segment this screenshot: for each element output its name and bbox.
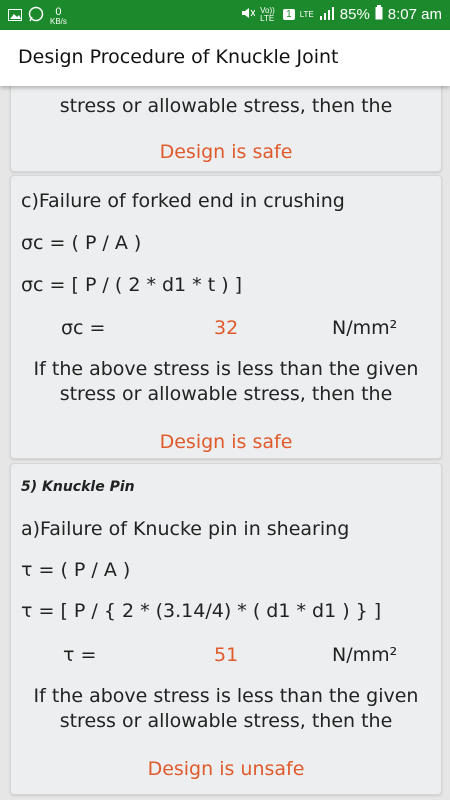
status-bar-right <box>241 5 442 24</box>
card-forked-end-crushing <box>10 175 442 459</box>
section-title: 5) Knuckle Pin <box>21 479 135 495</box>
whatsapp-icon <box>28 6 44 27</box>
content-scroll[interactable] <box>0 86 450 800</box>
formula-line-1: σc = ( P / A ) <box>21 232 142 254</box>
formula-line-2: σc = [ P / ( 2 * d1 * t ) ] <box>21 274 243 296</box>
app-bar <box>0 30 450 86</box>
net-speed <box>50 7 67 26</box>
condition-line-2: stress or allowable stress, then the <box>59 710 393 732</box>
condition-line-1: If the above stress is less than the given <box>33 358 419 380</box>
card-heading: c)Failure of forked end in crushing <box>21 190 345 212</box>
card-heading: a)Failure of Knucke pin in shearing <box>21 518 350 540</box>
formula-line-2: τ = [ P / { 2 * (3.14/4) * ( d1 * d1 ) } ] <box>21 600 382 622</box>
status-bar <box>0 0 450 30</box>
design-result: Design is unsafe <box>147 758 305 780</box>
condition-line-2: stress or allowable stress, then the <box>59 383 393 405</box>
net-speed-value: 0 <box>55 6 62 18</box>
status-bar-left <box>8 6 67 27</box>
page-title: Design Procedure of Knuckle Joint <box>18 46 339 68</box>
design-result: Design is safe <box>159 141 293 163</box>
result-label: σc = <box>61 317 106 339</box>
design-result: Design is safe <box>159 431 293 453</box>
card-previous-check <box>10 86 442 172</box>
volte-label: Vo)) LTE <box>260 5 275 23</box>
sim-badge: 1 <box>283 9 295 20</box>
lte-label: LTE <box>299 10 314 19</box>
net-speed-unit: KB/s <box>50 17 67 26</box>
mute-icon <box>241 6 255 24</box>
card-knuckle-pin <box>10 463 442 795</box>
result-label: τ = <box>63 644 97 666</box>
condition-line-1: If the above stress is less than the given <box>33 685 419 707</box>
clock-time: 8:07 am <box>387 6 442 23</box>
result-unit: N/mm² <box>332 317 398 339</box>
gallery-icon <box>8 8 22 26</box>
battery-percent: 85% <box>339 6 370 23</box>
signal-icon <box>319 6 335 24</box>
formula-line-1: τ = ( P / A ) <box>21 559 131 581</box>
condition-text: stress or allowable stress, then the <box>59 95 393 117</box>
result-unit: N/mm² <box>332 644 398 666</box>
result-value: 32 <box>214 317 239 339</box>
result-value: 51 <box>214 644 239 666</box>
battery-icon <box>375 5 383 24</box>
